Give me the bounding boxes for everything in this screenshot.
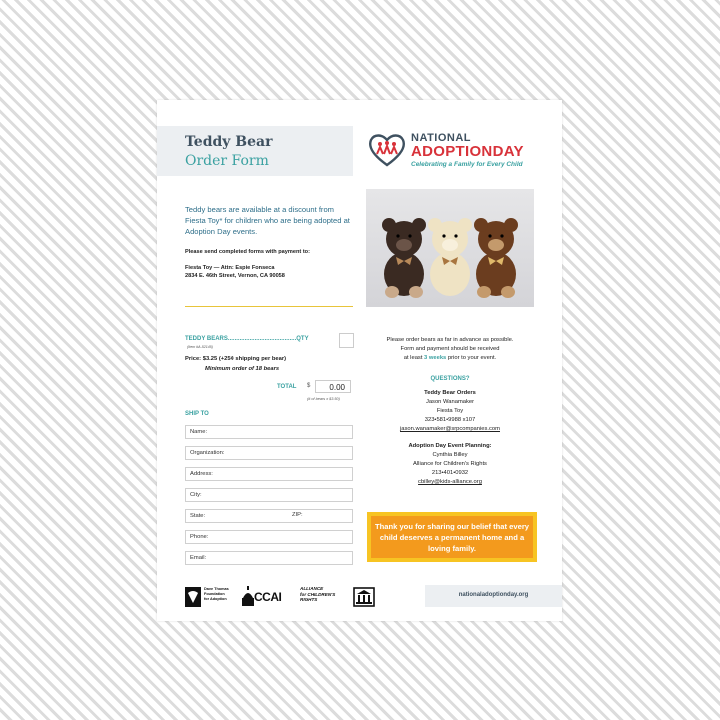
divider bbox=[185, 306, 353, 307]
orders-contact-email[interactable]: jason.wanamaker@srpcompanies.com bbox=[400, 426, 500, 432]
total-field[interactable]: 0.00 bbox=[315, 380, 351, 393]
dt-line3: for Adoption bbox=[204, 597, 227, 601]
questions-heading: QUESTIONS? bbox=[430, 376, 470, 382]
event-contact-email[interactable]: cbilley@kids-alliance.org bbox=[418, 479, 482, 485]
organization-field[interactable]: Organization: bbox=[185, 446, 353, 460]
dave-thomas-foundation-logo bbox=[185, 586, 235, 608]
logo-adoption-day: ADOPTIONDAY bbox=[411, 143, 524, 160]
address-field[interactable]: Address: bbox=[185, 467, 353, 481]
email-field[interactable]: Email: bbox=[185, 551, 353, 565]
city-field[interactable]: City: bbox=[185, 488, 353, 502]
dt-line2: Foundation bbox=[204, 592, 225, 596]
event-contact-phone: 213•401•0932 bbox=[431, 470, 469, 476]
bear-cream bbox=[428, 218, 472, 296]
address-line2: 2834 E. 46th Street, Vernon, CA 90058 bbox=[185, 273, 285, 279]
advance-line1: Please order bears as far in advance as possible. bbox=[386, 337, 514, 343]
teddy-bears-photo bbox=[366, 189, 534, 307]
intro-text: Teddy bears are available at a discount from Fiesta Toy* for children who are being adopted at Adoption Day events. bbox=[185, 205, 350, 236]
logo-tagline: Celebrating a Family for Every Child bbox=[411, 161, 523, 168]
teddy-bears-illustration bbox=[366, 189, 534, 307]
state-field[interactable]: State: bbox=[185, 509, 353, 523]
address-line1: Fiesta Toy — Attn: Espie Fonseca bbox=[185, 265, 275, 271]
courthouse-logo-icon bbox=[353, 586, 375, 608]
dollar-sign: $ bbox=[307, 383, 311, 389]
advance-notice bbox=[366, 336, 534, 363]
advance-weeks: 3 weeks bbox=[424, 355, 447, 361]
phone-field[interactable]: Phone: bbox=[185, 530, 353, 544]
national-adoption-day-logo bbox=[367, 130, 537, 172]
item-number: (Item #A-52145) bbox=[187, 345, 213, 349]
thanks-message: Thank you for sharing our belief that every child deserves a permanent home and a loving family. bbox=[371, 516, 533, 558]
form-title-line1: Teddy Bear bbox=[185, 134, 273, 150]
total-note: (# of bears x $3.50) bbox=[307, 397, 340, 401]
dt-line1: Dave Thomas bbox=[204, 587, 229, 591]
form-title-line2: Order Form bbox=[185, 153, 269, 169]
quantity-input[interactable] bbox=[339, 333, 354, 348]
advance-line2: Form and payment should be received bbox=[400, 346, 500, 352]
alliance-line2: for CHILDREN'S bbox=[300, 591, 336, 597]
send-label: Please send completed forms with payment to: bbox=[185, 249, 310, 255]
bear-dark-brown bbox=[382, 218, 426, 298]
questions-block bbox=[366, 375, 534, 487]
advance-line3-pre: at least bbox=[403, 355, 425, 361]
ccai-text: CCAI bbox=[254, 590, 282, 604]
event-heading: Adoption Day Event Planning: bbox=[408, 443, 492, 449]
logo-national: NATIONAL bbox=[411, 132, 472, 144]
capitol-dome-icon bbox=[242, 586, 254, 606]
order-form-page bbox=[157, 100, 562, 621]
orders-contact-phone: 323•581•9988 x107 bbox=[424, 417, 476, 423]
heart-family-icon bbox=[367, 132, 407, 168]
alliance-line3: RIGHTS bbox=[300, 597, 318, 603]
zip-label[interactable]: ZIP: bbox=[292, 512, 303, 518]
bear-brown bbox=[474, 218, 518, 298]
orders-heading: Teddy Bear Orders bbox=[424, 390, 476, 396]
total-label: TOTAL bbox=[277, 384, 297, 390]
minimum-order: Minimum order of 18 bears bbox=[205, 366, 280, 372]
advance-line3 bbox=[366, 354, 534, 363]
name-field[interactable]: Name: bbox=[185, 425, 353, 439]
mailing-address bbox=[185, 264, 285, 280]
alliance-logo bbox=[300, 586, 346, 608]
orders-contact-name: Jason Wanamaker bbox=[425, 399, 475, 405]
event-contact-org: Alliance for Children's Rights bbox=[413, 461, 487, 467]
dave-thomas-icon bbox=[185, 587, 201, 607]
event-contact-name: Cynthia Billey bbox=[432, 452, 468, 458]
orders-contact-org: Fiesta Toy bbox=[436, 408, 464, 414]
ship-to-heading: SHIP TO bbox=[185, 411, 209, 417]
ccai-logo bbox=[242, 586, 292, 608]
teddy-bears-qty-label: TEDDY BEARS.........................................QTY bbox=[185, 336, 309, 342]
advance-line3-post: prior to your event. bbox=[446, 355, 497, 361]
alliance-line1: ALLIANCE bbox=[300, 586, 324, 591]
price-text: Price: $3.25 (+25¢ shipping per bear) bbox=[185, 356, 287, 362]
footer-url[interactable]: nationaladoptionday.org bbox=[458, 592, 529, 598]
